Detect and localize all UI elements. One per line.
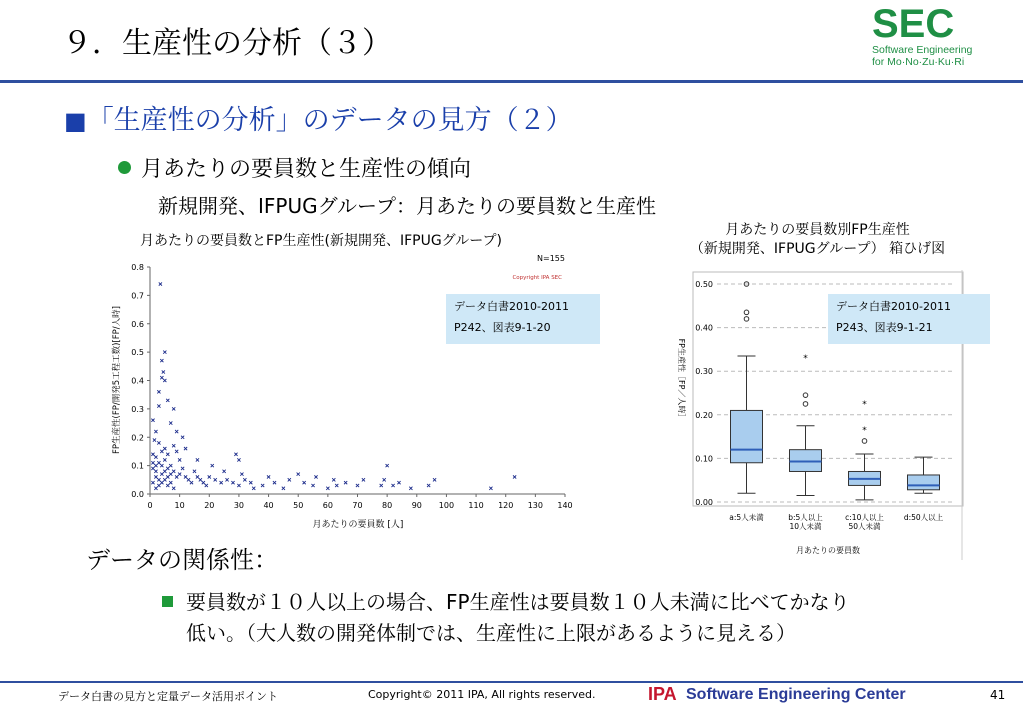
scatter-point: [240, 473, 243, 476]
scatter-point: [160, 464, 163, 467]
scatter-point: [311, 484, 314, 487]
boxplot-category-label: b:5人以上: [788, 513, 823, 522]
scatter-point: [427, 484, 430, 487]
scatter-point: [181, 436, 184, 439]
boxplot-y-tick-label: 0.40: [695, 323, 713, 333]
boxplot-outlier-circle: [803, 402, 808, 407]
boxplot-outlier-circle: [744, 317, 749, 322]
scatter-y-tick-label: 0.5: [131, 348, 144, 358]
scatter-point: [160, 450, 163, 453]
boxplot-y-tick-label: 0.50: [695, 280, 713, 289]
scatter-point: [172, 487, 175, 490]
scatter-point: [326, 487, 329, 490]
scatter-y-tick-label: 0.7: [131, 291, 144, 301]
scatter-point: [332, 478, 335, 481]
boxplot-outlier-star: *: [803, 354, 808, 365]
scatter-copyright: Copyright IPA SEC: [512, 275, 562, 281]
scatter-point: [160, 376, 163, 379]
footer-doc-title: データ白書の見方と定量データ活用ポイント: [58, 690, 278, 703]
footer-sec-name: Software Engineering Center: [686, 686, 906, 703]
note1-line2: P242、図表9-1-20: [454, 321, 551, 334]
scatter-point: [163, 447, 166, 450]
note1-line1: データ白書2010-2011: [454, 300, 569, 313]
scatter-x-tick-label: 80: [382, 501, 393, 510]
scatter-point: [214, 478, 217, 481]
scatter-point: [163, 379, 166, 382]
scatter-x-tick-label: 130: [527, 501, 543, 510]
scatter-ylabel: FP生産性(FP/開発5工程工数)[FP/人時]: [112, 306, 122, 454]
scatter-point: [151, 467, 154, 470]
relationship-heading: データの関係性：: [86, 546, 278, 574]
scatter-x-tick-label: 140: [557, 501, 573, 510]
bullet-line2: 低い。（大人数の開発体制では、生産性に上限があるように見える）: [186, 621, 796, 645]
boxplot-y-tick-label: 0.30: [695, 367, 713, 377]
slide-title: ９．生産性の分析（３）: [62, 26, 392, 61]
boxplot-categories: [729, 512, 943, 531]
scatter-point: [267, 475, 270, 478]
scatter-point: [172, 444, 175, 447]
scatter-point: [154, 456, 157, 459]
scatter-point: [157, 484, 160, 487]
scatter-point: [386, 464, 389, 467]
scatter-point: [172, 407, 175, 410]
scatter-point: [205, 484, 208, 487]
scatter-point: [169, 481, 172, 484]
scatter-point: [344, 481, 347, 484]
scatter-point: [159, 282, 162, 285]
boxplot-outlier-circle: [744, 310, 749, 315]
logo-line1: Software Engineering: [872, 44, 973, 56]
boxplot-title: [665, 221, 970, 259]
scatter-point: [249, 481, 252, 484]
scatter-point: [234, 453, 237, 456]
title-rule: [0, 80, 1023, 83]
scatter-point: [175, 475, 178, 478]
scatter-point: [160, 481, 163, 484]
scatter-x-tick-label: 60: [322, 501, 333, 510]
scatter-point: [178, 458, 181, 461]
scatter-x-tick-label: 90: [411, 501, 422, 510]
boxplot-category-label: 50人未満: [848, 522, 881, 531]
scatter-point: [199, 478, 202, 481]
heading-square-marker: ■: [64, 107, 87, 135]
scatter-point: [211, 464, 214, 467]
scatter-point: [335, 484, 338, 487]
scatter-point: [163, 458, 166, 461]
heading-level1-text: 「生産性の分析」のデータの見方（２）: [86, 105, 573, 136]
scatter-point: [237, 484, 240, 487]
relationship-bullet: [162, 587, 982, 649]
scatter-point: [187, 478, 190, 481]
footer-copyright: Copyright© 2011 IPA, All rights reserved.: [368, 688, 596, 701]
scatter-point: [157, 404, 160, 407]
scatter-x-tick-label: 70: [352, 501, 363, 510]
scatter-point: [433, 478, 436, 481]
scatter-point: [513, 475, 516, 478]
note2-line1: データ白書2010-2011: [836, 300, 951, 313]
scatter-point: [151, 461, 154, 464]
boxplot-category-label: a:5人未満: [729, 513, 764, 522]
boxplot-box: [908, 475, 940, 490]
boxplot-outlier-circle: [862, 439, 867, 444]
scatter-x-tick-label: 40: [263, 501, 274, 510]
boxplot-category-label: d:50人以上: [903, 513, 944, 522]
source-note-scatter: [446, 294, 600, 344]
boxplot-box: [731, 410, 763, 462]
scatter-point: [409, 487, 412, 490]
boxplot-y-tick-label: 0.00: [695, 498, 713, 507]
scatter-point: [243, 478, 246, 481]
scatter-point: [160, 359, 163, 362]
scatter-point: [154, 487, 157, 490]
boxplot-category-label: 10人未満: [789, 522, 822, 531]
scatter-point: [252, 487, 255, 490]
scatter-point: [151, 453, 154, 456]
logo-line2: for Mo·No·Zu·Ku·Ri: [872, 56, 965, 68]
scatter-point: [383, 478, 386, 481]
scatter-point: [163, 478, 166, 481]
bullet-square-icon: [162, 596, 173, 607]
scatter-point: [220, 481, 223, 484]
scatter-n-label: N=155: [537, 255, 565, 263]
scatter-point: [151, 481, 154, 484]
scatter-point: [166, 475, 169, 478]
scatter-point: [489, 487, 492, 490]
scatter-x-tick-label: 20: [204, 501, 215, 510]
scatter-point: [163, 351, 166, 354]
scatter-point: [163, 470, 166, 473]
scatter-chart-title: 月あたりの要員数とFP生産性(新規開発、IFPUGグループ): [140, 233, 503, 249]
scatter-point: [223, 470, 226, 473]
boxplot-xlabel: 月あたりの要員数: [796, 546, 860, 555]
scatter-point: [282, 487, 285, 490]
scatter-point: [181, 467, 184, 470]
boxplot-title-line2: （新規開発、IFPUGグループ） 箱ひげ図: [689, 241, 946, 257]
boxplot-outlier-circle: [803, 393, 808, 398]
scatter-point: [153, 438, 156, 441]
scatter-point: [169, 473, 172, 476]
heading-level1: [64, 98, 573, 137]
page-number: 41: [990, 688, 1006, 702]
boxplot-y-tick-label: 0.10: [695, 454, 713, 464]
scatter-point: [169, 421, 172, 424]
scatter-x-tick-label: 30: [233, 501, 245, 510]
scatter-point: [231, 481, 234, 484]
ipa-logo: IPA: [648, 684, 677, 704]
source-note-boxplot: [828, 294, 990, 344]
scatter-x-tick-label: 110: [468, 501, 484, 510]
note2-line2: P243、図表9-1-21: [836, 321, 933, 334]
scatter-point: [196, 458, 199, 461]
scatter-point: [154, 430, 157, 433]
scatter-point: [169, 464, 172, 467]
footer-rule: [0, 681, 1023, 683]
scatter-point: [154, 464, 157, 467]
scatter-x-tick-label: 10: [174, 501, 185, 510]
scatter-point: [166, 453, 169, 456]
sec-logo: [872, 4, 1012, 82]
scatter-point: [303, 481, 306, 484]
scatter-point: [160, 473, 163, 476]
scatter-point: [154, 470, 157, 473]
bullet-dot-icon: [118, 161, 131, 174]
scatter-point: [202, 481, 205, 484]
scatter-xlabel: 月あたりの要員数 [人]: [312, 520, 404, 530]
boxplot-ylabel: FP生産性［FP／人時］: [677, 338, 686, 422]
scatter-x-tick-label: 100: [438, 501, 455, 510]
scatter-point: [157, 478, 160, 481]
scatter-point: [166, 467, 169, 470]
scatter-point: [157, 461, 160, 464]
scatter-point: [154, 475, 157, 478]
boxplot-outlier-star: *: [862, 399, 867, 410]
scatter-point: [297, 473, 300, 476]
scatter-y-tick-label: 0.2: [131, 433, 144, 443]
scatter-point: [362, 478, 365, 481]
boxplot-outlier-star: *: [862, 426, 867, 437]
scatter-point: [172, 470, 175, 473]
scatter-point: [166, 484, 169, 487]
scatter-y-tick-label: 0.6: [131, 319, 144, 329]
scatter-x-tick-label: 120: [498, 501, 514, 510]
scatter-point: [175, 430, 178, 433]
scatter-point: [196, 475, 199, 478]
scatter-point: [237, 458, 240, 461]
scatter-point: [397, 481, 400, 484]
scatter-point: [157, 441, 160, 444]
scatter-y-tick-label: 0.1: [131, 461, 144, 471]
boxplot-title-line1: 月あたりの要員数別FP生産性: [725, 222, 910, 238]
scatter-point: [273, 481, 276, 484]
scatter-point: [193, 470, 196, 473]
scatter-point: [225, 478, 228, 481]
scatter-y-tick-label: 0.3: [131, 404, 144, 414]
scatter-point: [178, 473, 181, 476]
scatter-point: [190, 481, 193, 484]
scatter-point: [184, 475, 187, 478]
scatter-y-tick-label: 0.4: [131, 376, 144, 386]
scatter-point: [151, 419, 154, 422]
scatter-point: [391, 484, 394, 487]
scatter-point: [288, 478, 291, 481]
scatter-x-tick-label: 50: [293, 501, 304, 510]
heading-level3: 新規開発、IFPUGグループ：月あたりの要員数と生産性: [158, 194, 656, 218]
heading-level2: [118, 152, 471, 183]
logo-main: SEC: [872, 2, 955, 46]
boxplot-y-tick-label: 0.20: [695, 410, 713, 420]
scatter-point: [162, 370, 165, 373]
scatter-point: [208, 475, 211, 478]
scatter-point: [166, 399, 169, 402]
boxplot-category-label: c:10人以上: [845, 513, 884, 522]
scatter-point: [314, 475, 317, 478]
scatter-point: [380, 484, 383, 487]
scatter-y-tick-label: 0.0: [131, 490, 144, 499]
scatter-point: [184, 447, 187, 450]
heading-level2-text: 月あたりの要員数と生産性の傾向: [141, 157, 472, 182]
scatter-x-tick-label: 0: [147, 501, 153, 510]
scatter-point: [157, 390, 160, 393]
scatter-point: [261, 484, 264, 487]
scatter-point: [356, 484, 359, 487]
scatter-point: [175, 450, 178, 453]
scatter-y-tick-label: 0.8: [131, 263, 144, 272]
bullet-line1: 要員数が１０人以上の場合、FP生産性は要員数１０人未満に比べてかなり: [186, 590, 850, 614]
